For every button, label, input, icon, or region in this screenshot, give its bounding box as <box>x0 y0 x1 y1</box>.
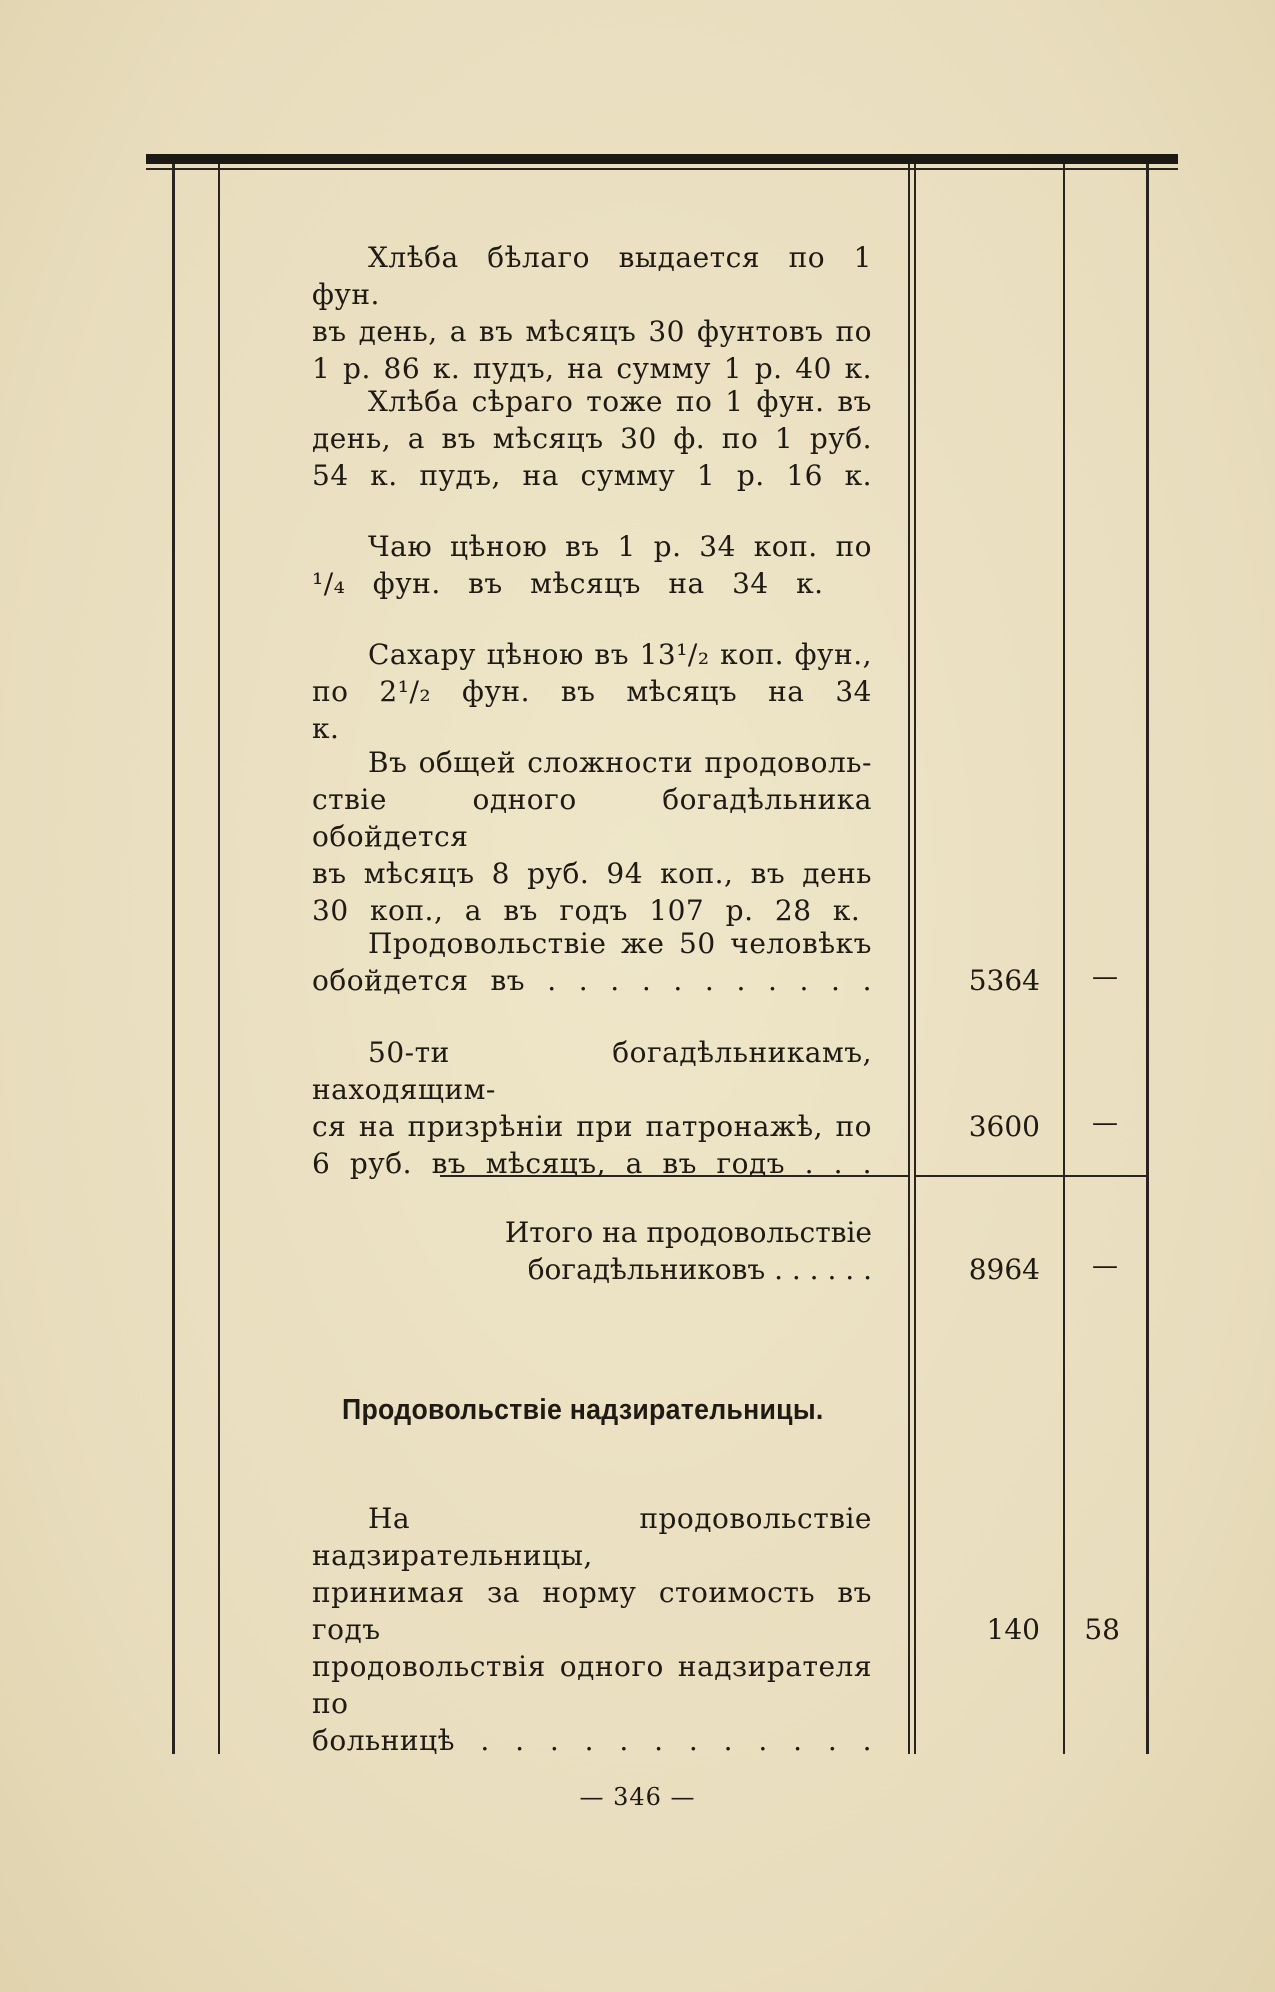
text-line: принимая за норму стоимость въ годъ <box>312 1576 872 1646</box>
total-label <box>312 1214 872 1288</box>
paragraph-sugar <box>312 636 872 747</box>
top-rule <box>146 154 1178 164</box>
text-line: 30 коп., а въ годъ 107 р. 28 к. <box>312 894 861 927</box>
paragraph-supervisor <box>312 1500 872 1759</box>
text-line: богадѣльниковъ . . . . . . <box>527 1253 872 1286</box>
text-line: Продовольствіе же 50 человѣкъ <box>368 927 872 960</box>
text-line: Въ общей сложности продоволь- <box>368 746 872 779</box>
text-line: Итого на продовольствіе <box>504 1216 872 1249</box>
total-rubles: 8964 <box>968 1253 1040 1286</box>
amount-kopeks: 58 <box>1084 1613 1120 1646</box>
text-line: Сахару цѣною въ 13¹/₂ коп. фун., <box>368 638 872 671</box>
text-line: Чаю цѣною въ 1 р. 34 коп. по <box>368 530 872 563</box>
text-line: въ день, а въ мѣсяцъ 30 фунтовъ по <box>312 315 872 348</box>
text-column-right-line <box>908 164 910 1754</box>
left-border-line <box>172 164 175 1754</box>
text-line: обойдется въ . . . . . . . . . . . <box>312 964 872 997</box>
text-line: день, а въ мѣсяцъ 30 ф. по 1 руб. <box>312 422 872 455</box>
amount-rubles: 140 <box>986 1613 1040 1646</box>
text-line: На продовольствіе надзирательницы, <box>312 1502 872 1572</box>
text-column-left-line <box>218 164 220 1754</box>
kopeks-column-left-line <box>1063 164 1065 1754</box>
text-line: продовольствія одного надзирателя по <box>312 1650 872 1720</box>
text-line: больницѣ . . . . . . . . . . . . <box>312 1724 872 1757</box>
text-line: 1 р. 86 к. пудъ, на сумму 1 р. 40 к. <box>312 352 872 385</box>
rubles-column-left-line <box>914 164 916 1754</box>
text-line: 6 руб. въ мѣсяцъ, а въ годъ . . . <box>312 1147 872 1180</box>
page-number: — 346 — <box>579 1783 696 1811</box>
total-rule-amounts <box>914 1175 1146 1177</box>
paragraph-tea <box>312 528 872 602</box>
right-border-line <box>1146 164 1149 1754</box>
amount-rubles: 5364 <box>968 964 1040 997</box>
text-line: въ мѣсяцъ 8 руб. 94 коп., въ день <box>312 857 872 890</box>
section-heading: Продовольствіе надзирательницы. <box>342 1394 824 1426</box>
text-line: 50-ти богадѣльникамъ, находящим- <box>312 1036 872 1106</box>
total-kopeks: — <box>1092 1251 1118 1281</box>
top-rule-thin <box>146 168 1178 170</box>
amount-rubles: 3600 <box>968 1110 1040 1143</box>
paragraph-fifty-people <box>312 925 872 999</box>
paragraph-overall-cost <box>312 744 872 929</box>
text-line: ся на призрѣніи при патронажѣ, по <box>312 1110 872 1143</box>
paragraph-grey-bread <box>312 383 872 494</box>
paragraph-white-bread <box>312 239 872 387</box>
text-line: Хлѣба бѣлаго выдается по 1 фун. <box>312 241 872 311</box>
amount-kopeks: — <box>1092 962 1118 992</box>
text-line: ¹/₄ фун. въ мѣсяцъ на 34 к. <box>312 567 824 600</box>
paragraph-patronage <box>312 1034 872 1182</box>
text-line: 54 к. пудъ, на сумму 1 р. 16 к. <box>312 459 872 492</box>
text-line: по 2¹/₂ фун. въ мѣсяцъ на 34 к. <box>312 675 872 745</box>
text-line: ствіе одного богадѣльника обойдется <box>312 783 872 853</box>
text-line: Хлѣба сѣраго тоже по 1 фун. въ <box>368 385 872 418</box>
amount-kopeks: — <box>1092 1108 1118 1138</box>
